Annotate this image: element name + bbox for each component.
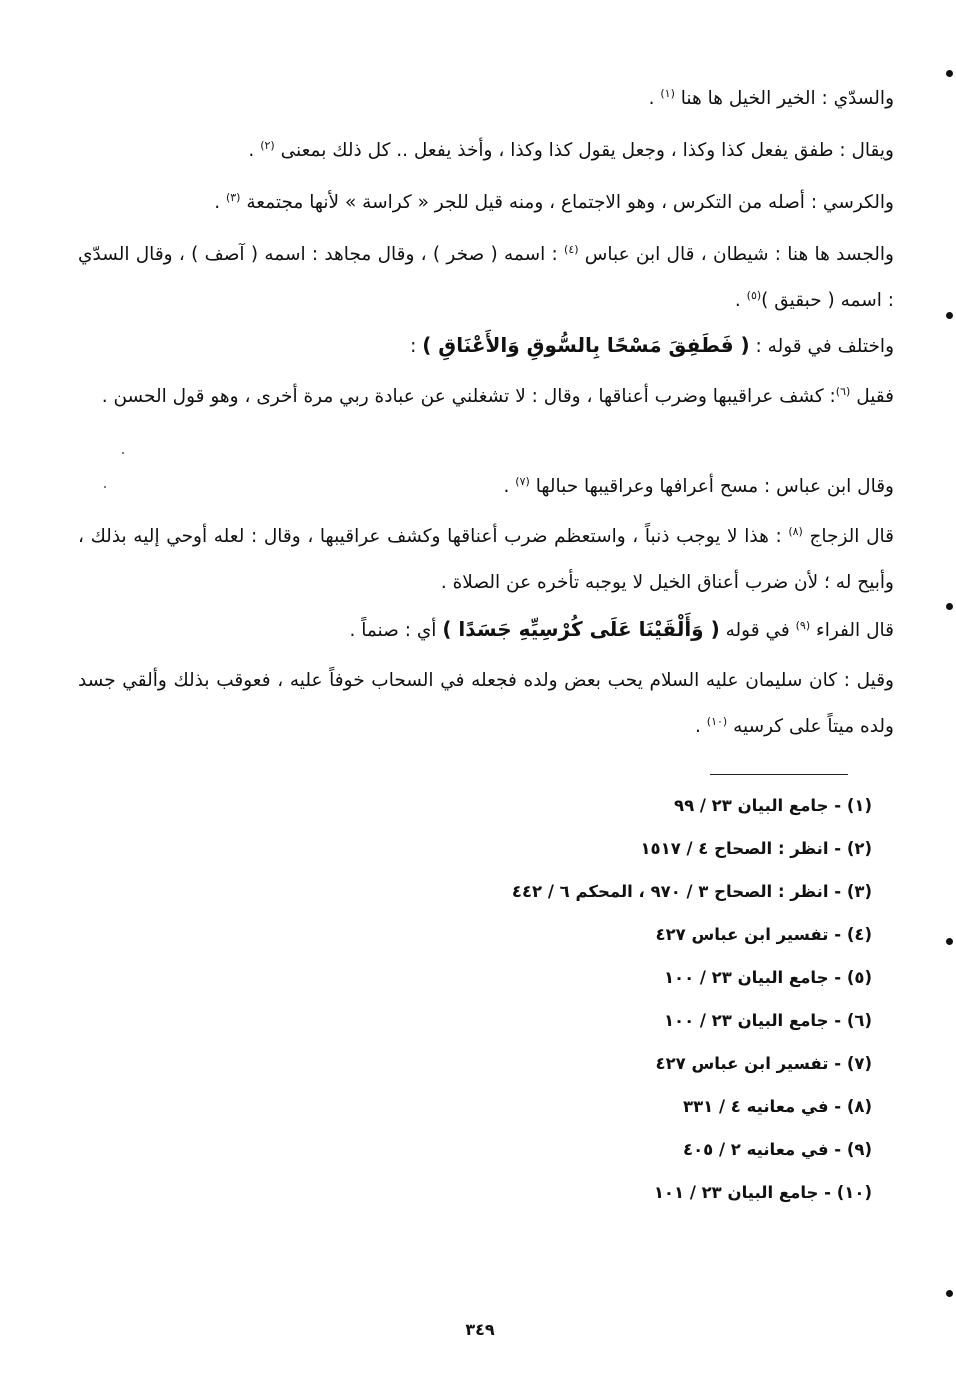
paragraph-5 (78, 322, 894, 370)
footnote-4: (٤) - تفسير ابن عباس ٤٢٧ (655, 925, 872, 944)
binding-hole-mark (946, 603, 953, 610)
paragraph-7 (78, 464, 894, 510)
paragraph-2-text: ويقال : طفق يفعل كذا وكذا ، وجعل يقول كذا وكذا ، وأخذ يفعل .. كل ذلك بمعنى (274, 140, 894, 161)
paragraph-4-text: والجسد ها هنا : شيطان ، قال ابن عباس (578, 244, 894, 265)
paragraph-9-end: أي : صنماً . (349, 620, 443, 641)
footnote-7: (٧) - تفسير ابن عباس ٤٢٧ (655, 1054, 872, 1073)
footnote-8: (٨) - في معانيه ٤ / ٣٣١ (683, 1097, 872, 1116)
paragraph-6-end: : كشف عراقيبها وضرب أعناقها ، وقال : لا تشغلني عن عبادة ربي مرة أخرى ، وهو قول الحسن . (101, 386, 836, 407)
paragraph-5-end: : (410, 336, 423, 357)
paragraph-4-end: . (734, 290, 747, 311)
footnote-3: (٣) - انظر : الصحاح ٣ / ٩٧٠ ، المحكم ٦ / ٤٤٢ (511, 882, 872, 901)
paragraph-9-text: قال الفراء (810, 620, 894, 641)
paragraph-10 (78, 658, 894, 750)
binding-hole-mark (946, 938, 953, 945)
footnote-ref-1[interactable]: (١) (660, 86, 675, 100)
paragraph-6-text: فقيل (850, 386, 894, 407)
footnote-ref-9[interactable]: (٩) (795, 618, 811, 632)
footnote-ref-5[interactable]: (٥) (746, 288, 762, 302)
scan-speck (104, 486, 106, 488)
paragraph-4-middle: : اسمه ( صخر ) ، وقال مجاهد : اسمه ( آصف ) ، وقال السدّي : اسمه ( حبقيق ) (78, 244, 894, 311)
paragraph-7-text: وقال ابن عباس : مسح أعرافها وعراقيبها حبالها (529, 476, 894, 497)
quran-verse-1: ( فَطَفِقَ مَسْحًا بِالسُّوقِ وَالأَعْنَاقِ ) (422, 333, 750, 357)
paragraph-3 (78, 180, 894, 226)
footnote-ref-3[interactable]: (٣) (225, 190, 241, 204)
paragraph-3-end: . (214, 192, 226, 213)
paragraph-10-end: . (695, 716, 707, 737)
paragraph-7-end: . (503, 476, 516, 497)
paragraph-9-middle: في قوله (719, 620, 796, 641)
footnote-10: (١٠) - جامع البيان ٢٣ / ١٠١ (653, 1183, 872, 1202)
paragraph-5-text: واختلف في قوله : (749, 336, 894, 357)
paragraph-1-text: والسدّي : الخير الخيل ها هنا (674, 88, 894, 109)
footnote-ref-7[interactable]: (٧) (515, 474, 530, 488)
footnote-separator (710, 774, 848, 775)
footnote-2: (٢) - انظر : الصحاح ٤ / ١٥١٧ (640, 839, 872, 858)
paragraph-6 (78, 374, 894, 420)
footnote-ref-10[interactable]: (١٠) (706, 714, 728, 728)
paragraph-8 (78, 514, 894, 606)
binding-hole-mark (946, 70, 953, 77)
paragraph-8-text: قال الزجاج (802, 526, 894, 547)
paragraph-1 (78, 76, 894, 122)
footnote-6: (٦) - جامع البيان ٢٣ / ١٠٠ (663, 1011, 872, 1030)
scan-speck (122, 452, 124, 454)
footnote-ref-4[interactable]: (٤) (564, 242, 579, 256)
paragraph-3-text: والكرسي : أصله من التكرس ، وهو الاجتماع ، ومنه قيل للجر « كراسة » لأنها مجتمعة (240, 192, 894, 213)
footnote-5: (٥) - جامع البيان ٢٣ / ١٠٠ (663, 968, 872, 987)
binding-hole-mark (946, 1290, 953, 1297)
paragraph-2 (78, 128, 894, 174)
paragraph-9 (78, 606, 894, 654)
footnote-ref-6[interactable]: (٦) (835, 384, 851, 398)
footnote-ref-2[interactable]: (٢) (260, 138, 275, 152)
footnote-1: (١) - جامع البيان ٢٣ / ٩٩ (674, 796, 872, 815)
paragraph-1-end: . (648, 88, 661, 109)
paragraph-10-text: وقيل : كان سليمان عليه السلام يحب بعض ولده فجعله في السحاب خوفاً عليه ، فعوقب بذلك وألقي جسد ولده ميتاً على كرسيه (78, 670, 894, 737)
footnote-9: (٩) - في معانيه ٢ / ٤٠٥ (683, 1140, 872, 1159)
paragraph-8-end: : هذا لا يوجب ذنباً ، واستعظم ضرب أعناقها وكشف عراقيبها ، وقال : لعله أوحي إليه بذلك ، وأبيح له ؛ لأن ضرب أعناق الخيل لا يوجبه تأخره عن الصلاة . (78, 526, 894, 593)
page-number: ٣٤٩ (465, 1320, 495, 1339)
quran-verse-2: ( وَأَلْقَيْنَا عَلَى كُرْسِيِّهِ جَسَدًا ) (442, 617, 720, 641)
paragraph-2-end: . (248, 140, 261, 161)
paragraph-4 (78, 232, 894, 324)
footnote-ref-8[interactable]: (٨) (788, 524, 803, 538)
binding-hole-mark (946, 312, 953, 319)
